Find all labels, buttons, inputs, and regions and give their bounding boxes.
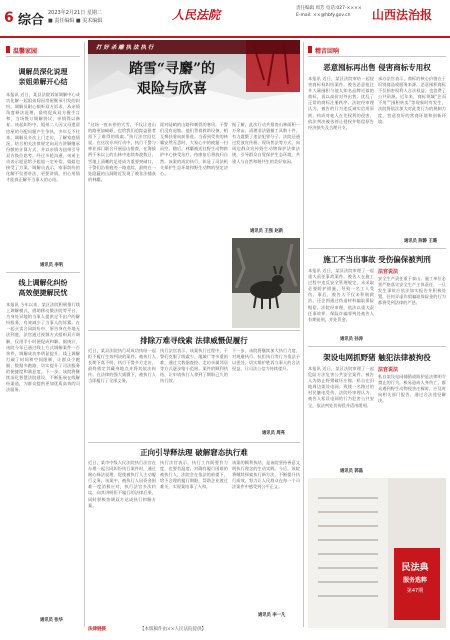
- right-article3-note-body: 私自架设电网捕猎或防护是法律明令禁止的行为，极易造成人身伤亡，群众遇到野生动物侵害庄稼时，应及时向相关部门报告，通过合法途径解决。: [378, 374, 446, 404]
- banner-photo: [308, 478, 446, 628]
- right-article2-note-title: 法官说法: [378, 269, 399, 275]
- center-mid-body-col1: 近日，某县法院执行局成功执结一起拒不履行生效判决的案件。被执行人长期下落不明，执行干警多方走访，最终锁定其藏身地点并将其依法拘传。在法律的强大威慑下，被执行人当即履行了全部义务。: [88, 348, 156, 384]
- right-article3-body: 本报讯 近日，某区法院审理了一起危险方法危害公共安全案件。被告人为防止野猪破坏庄稼，私自在田地周边架设电网，致使一名路过的村民触电受伤。法院经审理认为，被告人私设电网的行为危害公共安全，依法判处其拘役并适用缓刑。: [308, 366, 374, 408]
- right-article1-body-col2: 承办法官表示，商标的核心价值在于识别商品或服务来源，恶意囤积商标不仅损害权利人合法权益，也浪费了公共资源。近年来，商标领域“注而不用”“囤积转卖”等现象时有发生，法院将依法加大对此类行为的规制力度，营造良好的营商环境和创新环境。: [378, 76, 446, 124]
- center-mid-rule: [88, 330, 300, 331]
- feature-body-col3: 据了解，此次行动共排查山林面积一万余亩，清理非法猎捕工具数十件，有力震慑了违法犯罪分子。法院还通过发放宣传册、现场普法等方式，向周边群众宣传野生动物保护法律法规，引导群众自觉保护生态环境，共建人与自然和谐共生的美好家园。: [232, 122, 300, 164]
- right-article2-headline: 施工不当出事故 受伤偏保被判刑: [323, 255, 431, 264]
- center-bottom-rule: [88, 442, 300, 443]
- editor-line: ■ 责任编辑 ■ 美术编辑: [48, 18, 103, 24]
- feature-headline-1: 踏雪“寻麝”的: [128, 61, 216, 77]
- banner-line-3: 第47期: [406, 588, 424, 594]
- editor-contact-line-1: 责任编辑 周芳 电话:027-××××: [296, 6, 362, 11]
- right-divider-1: [308, 248, 446, 249]
- banner-line-2: 服务选粹: [402, 577, 427, 584]
- right-article1-body-col1: 本报讯 近日，某区法院审结一起侵害商标权纠纷案件。被告恶意抢注并大量囤积与他人知名品牌近似的商标，再以高价对外出售，扰乱了正常的商标注册秩序。法院经审理认为，被告的行为违反诚实信用原则，构成对他人在先权利的侵害，依法判决被告停止侵权并赔偿原告经济损失及合理开支。: [308, 76, 374, 130]
- page-number: 6: [4, 10, 14, 26]
- left-article-divider: [6, 272, 80, 273]
- feature-headline-2: 艰险与欣喜: [137, 81, 207, 97]
- right-divider-2: [308, 346, 446, 347]
- issue-date: 2023年2月21日 星期二: [48, 10, 102, 16]
- musk-deer-photo: [232, 238, 300, 328]
- banner-illustration: [308, 478, 446, 628]
- editor-contact: [296, 5, 362, 19]
- feature-byline: 通讯员 王强 赵新: [250, 229, 284, 234]
- center-mid-body-col3: 下一步，该院将继续加大执行力度，对规避执行、抗拒执行等行为依法予以惩处，切实维护胜诉当事人的合法权益，让司法公信力持续提升。: [232, 348, 300, 372]
- right-section-rule: [308, 56, 446, 57]
- center-bottom-body-col2: 执行法官表示，执行工作既要有力度，也要有温度。对确有履行困难的被执行人，法院会在依法的前提下，给予合理的履行期限，帮助企业渡过难关，实现案结事了人和。: [160, 460, 228, 490]
- left-section-title: 温馨家园: [13, 48, 38, 55]
- right-article3-note-title: 法官说法: [378, 367, 399, 373]
- center-mid-byline: 通讯员 周亮: [262, 431, 285, 436]
- left-article1-body: 本报讯 近日，某县法院诉前调解中心成功化解一起姐弟间因房屋继承引发的纠纷。调解员耐心倾听双方诉求，从亲情角度释法说理，最终促成双方握手言和，当场签订调解协议，亲情得以修复。该起纠纷中，姐弟二人因父母遗留房屋的分配问题产生争执，多年互不往来。调解员多次上门走访，了解家庭情况，结合相关法律规定向双方讲解继承份额的计算方式，并以亲情为纽带引导双方换位思考。经过多轮沟通，弟弟主动表示愿意给予姐姐一定补偿，姐姐也接受了方案。调解员表示，家事纠纷的化解不仅要讲法，更要讲情，用心用情才能真正解开当事人的心结。: [6, 92, 80, 183]
- center-bottom-headline: 正向引导释法理 破解窘态执行难: [140, 448, 248, 457]
- footer-center-note: 【本版稿件由××人民法院提供】: [140, 627, 207, 632]
- right-article2-note-body: 安全生产责任重于泰山。施工单位必须严格落实安全生产主体责任，一旦发生事故应依法如实报告并积极处置，任何弄虚作假骗取保险金的行为都将受到法律的严惩。: [378, 276, 446, 306]
- left-article2-byline: 通讯员 张华: [40, 618, 63, 623]
- banner-line-1: 民法典: [401, 563, 429, 573]
- center-mid-body-col2: 执行法官表示，该案执行过程中，干警们克服了线索少、地域广等多重困难，通过大数据查控、走访亲属邻居等方式逐步缩小范围。案件的顺利执结，让申请执行人拿到了期盼已久的执行款。: [160, 348, 228, 384]
- center-mid-headline: 排除万难寻线索 法律威慑促履行: [140, 336, 248, 345]
- footer-left-note: 法律链接: [88, 627, 106, 632]
- left-article2-headline-2: 高效便捷解民忧: [18, 289, 68, 297]
- right-article3-byline: 通讯员 郭磊: [340, 469, 363, 474]
- left-article2-body: 本报讯 今年以来，某区法院积极推行线上调解模式，借助移动微法院等平台，为身处异地的当事人提供足不出户的解纷服务，有效减少了当事人的诉累。在一起买卖合同纠纷中，原告身在外地无法到庭，法官通过视频方式组织双方调解，仅用半小时便促成和解。据统计，该院今年已通过线上方式调解案件一百余件，调解成功率明显提升。线上调解打破了时间和空间限制，让群众少跑腿、数据多跑路，切实提升了司法服务的便捷度和满意度。下一步，该院将继续深化智慧法院建设，不断拓展在线解纷渠道，为群众提供更加优质高效的司法服务。: [6, 302, 80, 393]
- left-article1-headline-2: 亲姐弟解开心结: [18, 78, 68, 86]
- right-article3-headline: 架设电网抓野猪 触犯法律被拘役: [323, 353, 431, 362]
- right-article2-byline: 通讯员 孙涛: [340, 337, 363, 342]
- red-square-icon: [6, 46, 10, 53]
- brand-logo-right: 山西法治报: [372, 8, 433, 22]
- center-bottom-body-col3: 该案的顺利执结，是该院坚持善意文明执行理念的生动实践。今后，该院将继续探索执行新方法，不断提升执行质效，努力让人民群众在每一个司法案件中感受到公平正义。: [232, 460, 300, 490]
- section-name: 综合: [18, 13, 45, 28]
- right-article2-body: 本报讯 近日，某县法院审理了一起重大责任事故案件。被告人在施工过程中违反安全管理规定，未采取必要防护措施，导致一名工人受伤。事后，被告人不仅未积极救治，还企图通过伪造材料骗取保险赔偿。法院经审理，依法以重大责任事故罪、保险诈骗罪判处被告人有期徒刑，并处罚金。: [308, 268, 374, 322]
- editor-contact-line-2: E-mail: ××@hbfy.gov.cn: [296, 13, 351, 18]
- left-section-rule: [6, 56, 80, 57]
- left-article1-headline-1: 调解员深化说理: [18, 68, 68, 76]
- paper-logo: 人民法院: [172, 8, 221, 22]
- left-article1-byline: 通讯员 李明: [40, 263, 63, 268]
- column-rule-right: [303, 42, 304, 627]
- left-article2-headline-1: 线上调解化纠纷: [18, 279, 68, 287]
- feature-body-col1: “这场一夜未停的大雪，不仅让进山的路更加崎岖，也给我们追踪盗猎者留下了难得的线索。”执行法官回忆说。在这次专项行动中，执行干警与林业部门联合开展巡山排查，在海拔两千米以上的山林中连续奔波数日。雪地上清晰的足迹成为重要突破口，干警们沿着痕迹一路追踪，最终在一处隐蔽的山洞附近发现了被非法捕获的林麝。: [88, 122, 156, 182]
- center-bottom-body-col1: 近日，某市中级人民法院执行法官在办理一起合同纠纷执行案件时，通过耐心释法说理，促使被执行人主动履行义务。该案中，被执行人因资金困难一度消极应对，执行法官多次约谈，向其讲明拒不履行的法律后果，同时积极协调双方达成执行和解方案。: [88, 460, 156, 508]
- musk-deer-image: [232, 238, 300, 328]
- center-bottom-byline: 通讯员 李一凡: [258, 613, 286, 618]
- right-article1-headline: 恶意囤标再出售 侵害商标专用权: [323, 63, 431, 72]
- feature-kicker: 打 好 杀 雕 执 法 执 行: [96, 45, 154, 51]
- column-rule-left: [84, 42, 85, 627]
- right-article1-byline: 通讯员 陈静 王璐: [404, 239, 438, 244]
- banner-text: [392, 560, 438, 594]
- red-square-icon: [308, 46, 312, 53]
- right-section-title: 精音回响: [315, 48, 340, 55]
- feature-body-col2: 面对陡峭的山路和刺骨的寒风，干警们没有退缩。他们背着救助设备，相互搀扶着向前推进。当看到受伤的林麝安然无恙时，大家心中的疲惫一扫而空。随后，林麝被送往野生动物救护中心接受治疗，待康复后将放归自然。该案的成功执行，彰显了司法机关保护生态环境和野生动物的坚定决心。: [160, 122, 228, 176]
